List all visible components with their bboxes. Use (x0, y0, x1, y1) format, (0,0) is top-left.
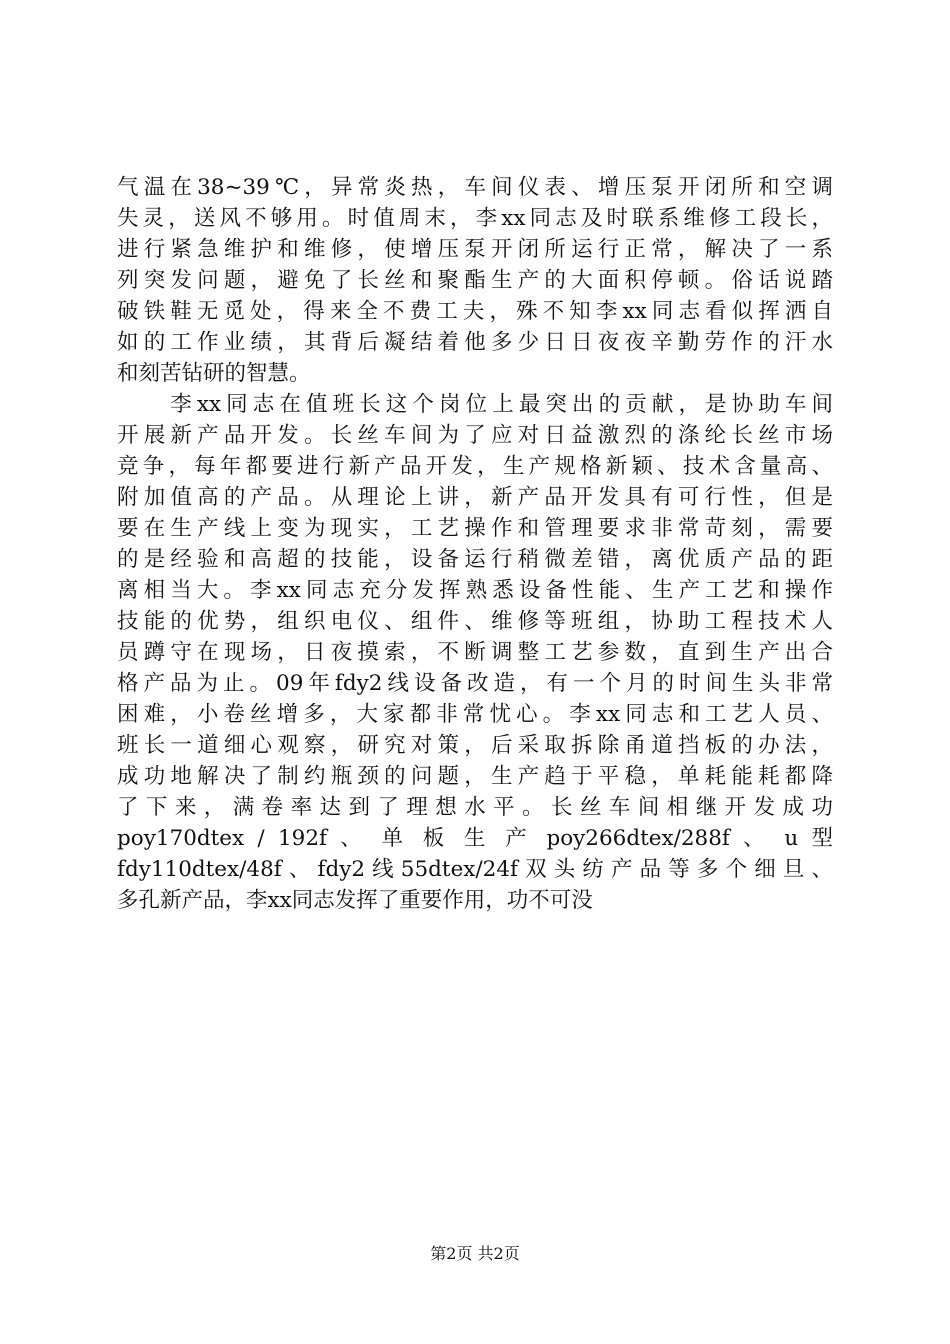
text-line: 多孔新产品，李xx同志发挥了重要作用，功不可没 (117, 888, 593, 913)
text-line: 列突发问题，避免了长丝和聚酯生产的大面积停顿。俗话说踏 (117, 268, 833, 293)
text-line: 员蹲守在现场，日夜摸索，不断调整工艺参数，直到生产出合 (117, 640, 833, 665)
text-line: 班长一道细心观察，研究对策，后采取拆除甬道挡板的办法， (117, 733, 833, 758)
text-line: 技能的优势，组织电仪、组件、维修等班组，协助工程技术人 (117, 609, 833, 634)
text-line: 格产品为止。09年fdy2线设备改造，有一个月的时间生头非常 (117, 671, 833, 696)
text-line: 附加值高的产品。从理论上讲，新产品开发具有可行性，但是 (117, 485, 833, 510)
text-line: 失灵，送风不够用。时值周末，李xx同志及时联系维修工段长， (117, 206, 833, 231)
text-line: 李xx同志在值班长这个岗位上最突出的贡献，是协助车间 (117, 392, 833, 417)
text-line: 竞争，每年都要进行新产品开发，生产规格新颖、技术含量高、 (117, 454, 833, 479)
page-number-footer: 第2页 共2页 (430, 1244, 520, 1263)
text-line: fdy110dtex/48f、fdy2线55dtex/24f双头纺产品等多个细旦、 (117, 857, 833, 882)
text-line: 如的工作业绩，其背后凝结着他多少日日夜夜辛勤劳作的汗水 (117, 330, 833, 355)
text-line: 成功地解决了制约瓶颈的问题，生产趋于平稳，单耗能耗都降 (117, 764, 833, 789)
document-body (117, 172, 833, 916)
text-line: 离相当大。李xx同志充分发挥熟悉设备性能、生产工艺和操作 (117, 578, 833, 603)
text-line: 开展新产品开发。长丝车间为了应对日益激烈的涤纶长丝市场 (117, 423, 833, 448)
text-line: 进行紧急维护和维修，使增压泵开闭所运行正常，解决了一系 (117, 237, 833, 262)
text-line: 的是经验和高超的技能，设备运行稍微差错，离优质产品的距 (117, 547, 833, 572)
text-line: 了下来，满卷率达到了理想水平。长丝车间相继开发成功 (117, 795, 833, 820)
text-line: 困难，小卷丝增多，大家都非常忧心。李xx同志和工艺人员、 (117, 702, 833, 727)
text-line: 和刻苦钻研的智慧。 (117, 361, 311, 386)
text-line: 气温在38~39℃，异常炎热，车间仪表、增压泵开闭所和空调 (117, 175, 833, 200)
text-line: 要在生产线上变为现实，工艺操作和管理要求非常苛刻，需要 (117, 516, 833, 541)
text-line: poy170dtex / 192f 、 单 板 生 产 poy266dtex/288f 、 u 型 (117, 826, 833, 851)
text-line: 破铁鞋无觅处，得来全不费工夫，殊不知李xx同志看似挥洒自 (117, 299, 833, 324)
